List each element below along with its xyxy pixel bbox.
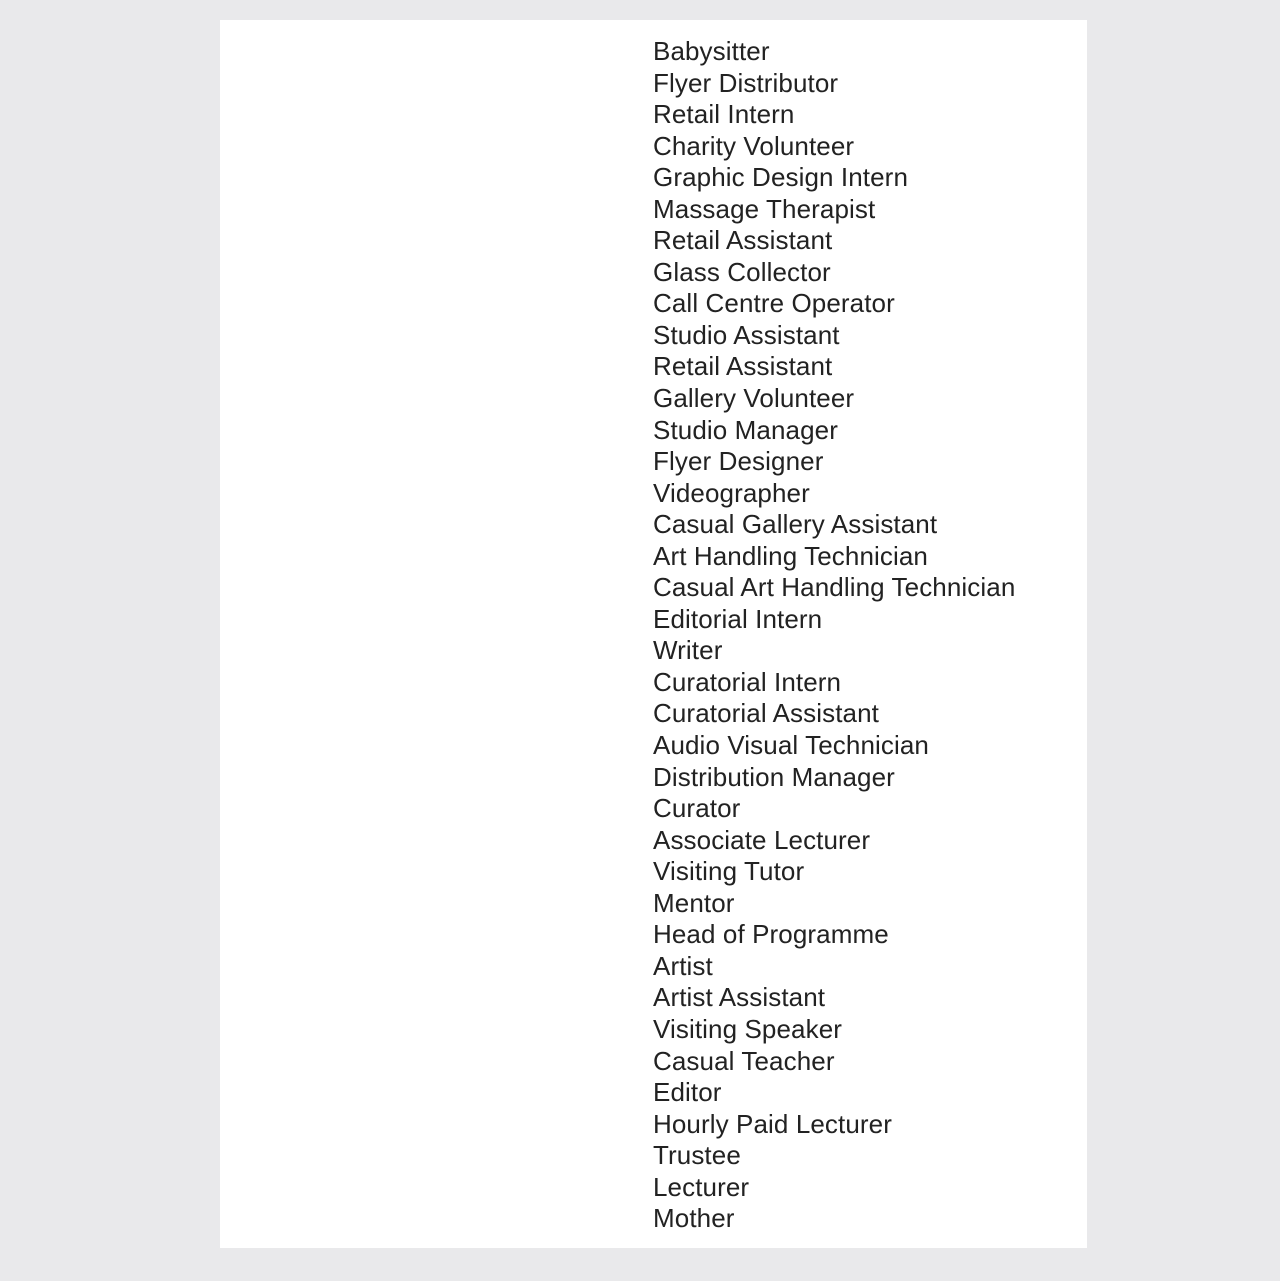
list-item: Retail Assistant xyxy=(653,225,833,256)
list-item: Audio Visual Technician xyxy=(653,730,929,761)
list-item: Call Centre Operator xyxy=(653,288,895,319)
list-item: Writer xyxy=(653,635,723,666)
list-item: Casual Gallery Assistant xyxy=(653,509,938,540)
list-item: Associate Lecturer xyxy=(653,824,871,855)
list-item: Charity Volunteer xyxy=(653,130,855,161)
list-item: Distribution Manager xyxy=(653,761,895,792)
list-item: Hourly Paid Lecturer xyxy=(653,1108,892,1139)
list-item: Curatorial Intern xyxy=(653,666,842,697)
job-title-list xyxy=(653,36,1015,1235)
list-item: Lecturer xyxy=(653,1171,750,1202)
list-item: Artist xyxy=(653,950,713,981)
list-item: Visiting Tutor xyxy=(653,856,805,887)
list-item: Curatorial Assistant xyxy=(653,698,879,729)
list-item: Flyer Distributor xyxy=(653,67,839,98)
list-item: Head of Programme xyxy=(653,919,889,950)
list-item: Casual Teacher xyxy=(653,1045,835,1076)
list-item: Casual Art Handling Technician xyxy=(653,572,1016,603)
list-item: Editor xyxy=(653,1077,722,1108)
list-item: Massage Therapist xyxy=(653,193,876,224)
list-item: Babysitter xyxy=(653,36,770,66)
list-item: Videographer xyxy=(653,477,810,508)
document-page xyxy=(220,20,1087,1248)
list-item: Studio Assistant xyxy=(653,319,840,350)
list-item: Graphic Design Intern xyxy=(653,162,909,193)
list-item: Editorial Intern xyxy=(653,603,823,634)
list-item: Mother xyxy=(653,1203,735,1234)
list-item: Artist Assistant xyxy=(653,982,826,1013)
list-item: Gallery Volunteer xyxy=(653,383,855,414)
list-item: Visiting Speaker xyxy=(653,1013,843,1044)
list-item: Flyer Designer xyxy=(653,446,824,477)
list-item: Mentor xyxy=(653,887,735,918)
list-item: Retail Intern xyxy=(653,99,795,130)
list-item: Curator xyxy=(653,793,741,824)
list-item: Glass Collector xyxy=(653,256,831,287)
list-item: Trustee xyxy=(653,1140,741,1171)
list-item: Art Handling Technician xyxy=(653,540,928,571)
list-item: Retail Assistant xyxy=(653,351,833,382)
list-item: Studio Manager xyxy=(653,414,838,445)
